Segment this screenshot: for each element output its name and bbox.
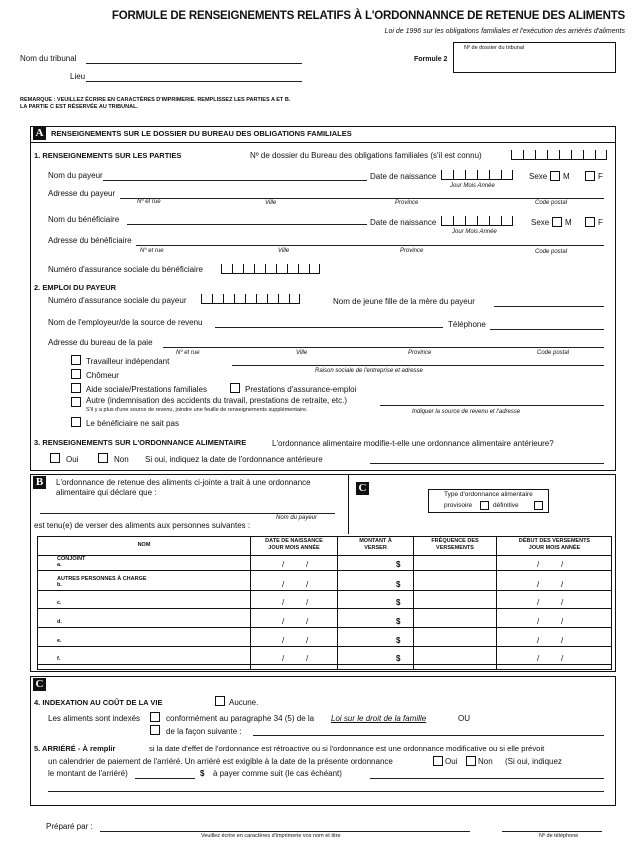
pay-addr-province-hint: Province [408,350,432,356]
table-row-line[interactable] [37,646,612,647]
spouse-label: CONJOINT [57,556,86,562]
start-slash-1: / [537,654,540,663]
start-slash-2: / [561,598,564,607]
col-freq-header-2: VERSEMENTS [436,545,474,551]
court-file-box[interactable] [453,42,616,73]
modifies-no-label: Non [114,455,129,464]
form-subtitle: Loi de 1996 sur les obligations familiales et l'exécution des arriérés d'aliments [384,28,625,35]
arrears-schedule-field-2[interactable] [48,791,604,792]
ei-benefits-checkbox[interactable] [230,383,240,393]
final-checkbox[interactable] [534,501,543,510]
section-5-text1: si la date d'effet de l'ordonnance est rétroactive ou si l'ordonnance est une ordonnance modificative ou si elle prévoit [149,744,545,753]
table-row-letter: b. [57,582,62,588]
court-name-label: Nom du tribunal [20,54,77,63]
amount-dollar: $ [396,580,401,589]
start-slash-1: / [537,617,540,626]
birth-slash-2: / [306,560,309,569]
arrears-no-label: Non [478,757,493,766]
court-name-field[interactable] [86,63,302,64]
beneficiary-addr-province-hint: Province [400,248,424,254]
beneficiary-address-label: Adresse du bénéficiaire [48,236,132,245]
birth-slash-2: / [306,580,309,589]
payer-birth-label: Date de naissance [370,172,437,181]
previous-order-label: Si oui, indiquez la date de l'ordonnance antérieure [145,455,323,464]
amount-dollar: $ [396,617,401,626]
payer-addr-province-hint: Province [395,200,419,206]
section-a-letter: A [33,127,46,140]
section-c-top-letter: C [356,482,369,495]
table-row-line[interactable] [37,590,612,591]
section-2-title: 2. EMPLOI DU PAYEUR [34,283,117,292]
modifies-yes-label: Oui [66,455,79,464]
payer-birth-boxes[interactable] [441,170,513,180]
beneficiary-birth-parts: Jour Mois Année [452,229,497,235]
amount-dollar: $ [396,654,401,663]
employer-field[interactable] [215,327,443,328]
bureau-file-label: Nº de dossier du Bureau des obligations familiales (s'il est connu) [250,151,482,160]
table-row-line[interactable] [37,608,612,609]
section-a-title: RENSEIGNEMENTS SUR LE DOSSIER DU BUREAU DES OBLIGATIONS FAMILIALES [51,129,352,138]
other-income-checkbox[interactable] [71,397,81,407]
prepared-phone-field[interactable] [502,831,602,832]
payer-male-checkbox[interactable] [550,171,560,181]
lieu-label: Lieu [70,72,86,81]
payer-name-b-hint: Nom du payeur [276,515,318,521]
col-freq-header-1: FRÉQUENCE DES [431,538,479,544]
payer-addr-city-hint: Ville [265,200,277,206]
beneficiary-sin-boxes[interactable] [221,264,320,274]
payer-name-label: Nom du payeur [48,171,103,180]
form-title: FORMULE DE RENSEIGNEMENTS RELATIFS À L'ORDONNANNCE DE RETENUE DES ALIMENTS [111,10,625,22]
section-b-text3: est tenu(e) de verser des aliments aux personnes suivantes : [34,521,251,530]
arrears-schedule-field[interactable] [370,778,604,779]
indexation-none-label: Aucune. [229,698,259,707]
beneficiary-male-label: M [565,218,572,227]
unknown-label: Le bénéficiaire ne sait pas [86,419,179,428]
arrears-yes-label: Oui [445,757,458,766]
start-slash-2: / [561,636,564,645]
previous-order-date-field[interactable] [370,463,604,464]
arrears-if-yes: (Si oui, indiquez [505,757,562,766]
other-income-label: Autre (indemnisation des accidents du travail, prestations de retraite, etc.) [86,396,348,405]
prepared-by-field[interactable] [100,831,470,832]
prepared-name-hint: Veuillez écrire en caractères d'imprimerie vos nom et titre [201,833,341,839]
modifies-yes-checkbox[interactable] [50,453,60,463]
payer-addr-postal-hint: Code postal [535,200,568,206]
col-start-header-2: JOUR MOIS ANNÉE [528,545,581,551]
pay-office-field[interactable] [163,347,604,348]
pay-addr-city-hint: Ville [296,350,308,356]
payer-name-b-field[interactable] [40,513,335,514]
col-amount-header-1: MONTANT À [359,538,392,544]
arrears-amount-field[interactable] [135,778,195,779]
beneficiary-birth-label: Date de naissance [370,218,437,227]
self-employed-checkbox[interactable] [71,355,81,365]
beneficiary-male-checkbox[interactable] [552,217,562,227]
birth-slash-1: / [282,617,285,626]
unemployed-checkbox[interactable] [71,369,81,379]
provisional-checkbox[interactable] [480,501,489,510]
table-row-line[interactable] [37,570,612,571]
court-file-label: Nº de dossier du tribunal [464,45,525,51]
arrears-payable-label: à payer comme suit (le cas échéant) [213,769,342,778]
start-slash-1: / [537,560,540,569]
payer-birth-parts: Jour Mois Année [450,183,495,189]
section-3-title: 3. RENSEIGNEMENTS SUR L'ORDONNANCE ALIMENTAIRE [34,438,247,447]
final-label: définitive [493,502,519,509]
arrears-dollar: $ [200,769,205,778]
beneficiary-female-label: F [598,218,603,227]
indexed-par-checkbox[interactable] [150,712,160,722]
indexed-other-checkbox[interactable] [150,725,160,735]
start-slash-2: / [561,617,564,626]
social-aid-checkbox[interactable] [71,383,81,393]
payer-male-label: M [563,172,570,181]
col-birth-header-2: JOUR MOIS ANNÉE [268,545,320,551]
employer-label: Nom de l'employeur/de la source de revenu [48,318,203,327]
other-income-note: S'il y a plus d'une source de revenu, joindre une feuille de renseignements supplémentaire. [86,407,308,413]
table-row-letter: d. [57,619,62,625]
indexed-other-label: de la façon suivante : [166,727,242,736]
section-b-letter: B [33,476,46,489]
support-table [37,536,612,670]
beneficiary-name-field[interactable] [127,224,367,225]
indexed-prefix: Les aliments sont indexés [48,714,141,723]
table-row-letter: e. [57,638,62,644]
bureau-file-boxes[interactable] [511,150,607,160]
indexation-none-checkbox[interactable] [215,696,225,706]
income-source-field[interactable] [380,405,604,406]
unknown-checkbox[interactable] [71,417,81,427]
col-start-header-1: DÉBUT DES VERSEMENTS [518,538,591,544]
start-slash-1: / [537,580,540,589]
law-name: Loi sur le droit de la famille [331,714,427,723]
income-source-hint: Indiquer la source de revenu et l'adresse [412,409,521,415]
section-b-text2: alimentaire qui déclare que : [56,488,157,497]
payer-sin-boxes[interactable] [201,294,300,304]
beneficiary-name-label: Nom du bénéficiaire [48,215,120,224]
business-name-field[interactable] [232,365,604,366]
section-c-frame [30,676,616,806]
birth-slash-1: / [282,598,285,607]
amount-dollar: $ [396,560,401,569]
order-type-label: Type d'ordonnance alimentaire [444,491,533,498]
mother-maiden-label: Nom de jeune fille de la mère du payeur [333,297,475,306]
table-row-line[interactable] [37,664,612,665]
birth-slash-1: / [282,636,285,645]
amount-dollar: $ [396,636,401,645]
remarque-line2: LA PARTIE C EST RÉSERVÉE AU TRIBUNAL. [20,104,138,110]
mother-maiden-field[interactable] [494,306,604,307]
social-aid-label: Aide sociale/Prestations familiales [86,385,207,394]
beneficiary-addr-postal-hint: Code postal [535,249,568,255]
amount-dollar: $ [396,598,401,607]
birth-slash-2: / [306,636,309,645]
table-row-letter: a. [57,562,62,568]
provisional-label: provisoire [444,502,473,509]
payer-addr-street-hint: Nº et rue [137,199,161,205]
section-4-title: 4. INDEXATION AU COÛT DE LA VIE [34,698,163,707]
business-name-hint: Raison sociale de l'entreprise et adresse [315,368,423,374]
self-employed-label: Travailleur indépendant [86,357,170,366]
birth-slash-1: / [282,654,285,663]
payer-name-field[interactable] [103,180,367,181]
birth-slash-2: / [306,598,309,607]
beneficiary-addr-street-hint: Nº et rue [140,248,164,254]
beneficiary-sin-label: Numéro d'assurance sociale du bénéficiaire [48,265,203,274]
arrears-no-checkbox[interactable] [466,756,476,766]
phone-label: Téléphone [448,320,486,329]
table-row-line[interactable] [37,627,612,628]
payer-female-checkbox[interactable] [585,171,595,181]
beneficiary-addr-city-hint: Ville [278,248,290,254]
unemployed-label: Chômeur [86,371,119,380]
section-b-text1: L'ordonnance de retenue des aliments ci-jointe a trait à une ordonnance [56,478,311,487]
section-c-letter: C [33,678,46,691]
modifies-no-checkbox[interactable] [98,453,108,463]
beneficiary-address-field[interactable] [136,245,604,246]
birth-slash-1: / [282,560,285,569]
col-birth-header-1: DATE DE NAISSANCE [265,538,323,544]
indexed-other-field[interactable] [253,735,604,736]
birth-slash-2: / [306,654,309,663]
remarque-line1: REMARQUE : VEUILLEZ ÉCRIRE EN CARACTÈRES D'IMPRIMERIE. REMPLISSEZ LES PARTIES A ET B. [20,97,291,103]
birth-slash-2: / [306,617,309,626]
payer-female-label: F [598,172,603,181]
lieu-field[interactable] [86,81,302,82]
pay-office-label: Adresse du bureau de la paie [48,338,153,347]
start-slash-1: / [537,598,540,607]
table-row-letter: f. [57,656,61,662]
others-label: AUTRES PERSONNES À CHARGE [57,576,147,582]
start-slash-2: / [561,654,564,663]
arrears-amount-label: le montant de l'arriéré) [48,769,128,778]
arrears-yes-checkbox[interactable] [433,756,443,766]
prepared-by-label: Préparé par : [46,822,93,831]
section-5-text2: un calendrier de paiement de l'arriéré. Un arriéré est exigible à la date de la présente ordonnance [48,757,393,766]
section-3-question: L'ordonnance alimentaire modifie-t-elle une ordonnance alimentaire antérieure? [272,439,554,448]
section-5-title: 5. ARRIÉRÉ - À remplir [34,744,116,753]
start-slash-2: / [561,560,564,569]
payer-sin-label: Numéro d'assurance sociale du payeur [48,296,187,305]
col-amount-header-2: VERSER [364,545,387,551]
pay-addr-postal-hint: Code postal [537,350,570,356]
payer-address-field[interactable] [120,198,604,199]
ei-benefits-label: Prestations d'assurance-emploi [245,385,357,394]
prepared-phone-hint: Nº de téléphone [539,833,579,839]
payer-address-label: Adresse du payeur [48,189,116,198]
start-slash-1: / [537,636,540,645]
table-row-letter: c. [57,600,62,606]
pay-addr-street-hint: Nº et rue [176,350,200,356]
beneficiary-birth-boxes[interactable] [441,216,513,226]
birth-slash-1: / [282,580,285,589]
payer-sex-label: Sexe [529,172,548,181]
beneficiary-sex-label: Sexe [531,218,550,227]
indexed-or: OU [458,714,470,723]
phone-field[interactable] [490,329,604,330]
start-slash-2: / [561,580,564,589]
indexed-par-label: conformément au paragraphe 34 (5) de la [166,714,315,723]
beneficiary-female-checkbox[interactable] [585,217,595,227]
formule-number: Formule 2 [414,56,448,63]
section-1-title: 1. RENSEIGNEMENTS SUR LES PARTIES [34,151,182,160]
col-name-header: NOM [137,542,151,548]
